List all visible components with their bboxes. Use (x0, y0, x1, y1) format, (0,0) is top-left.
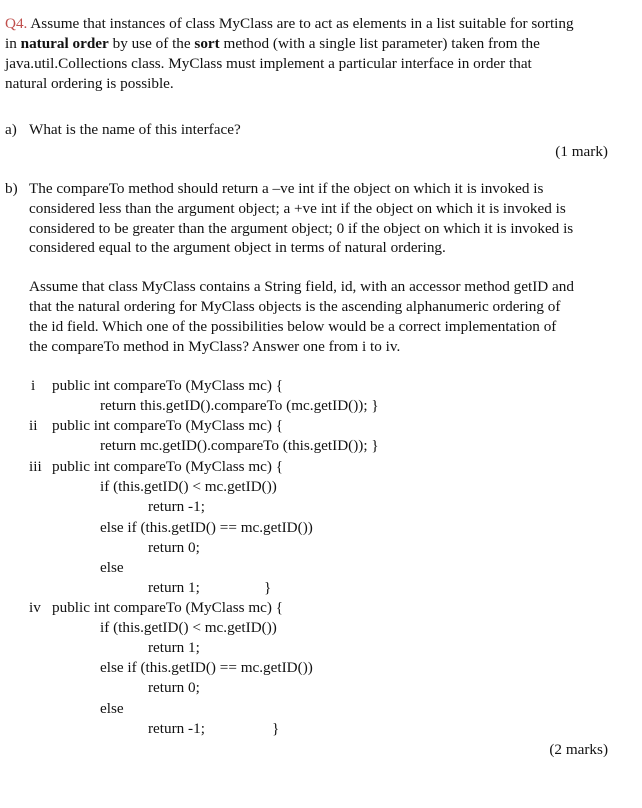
option-numeral: iv (29, 599, 41, 616)
option-close-brace: } (264, 579, 272, 596)
option-return-2: return 0; (148, 539, 200, 556)
option-elseif-line: else if (this.getID() == mc.getID()) (100, 519, 313, 536)
option-body: return this.getID().compareTo (mc.getID()); } (100, 397, 379, 414)
option-if-line: if (this.getID() < mc.getID()) (100, 478, 277, 495)
option-header: public int compareTo (MyClass mc) { (52, 599, 284, 616)
intro-line-4: natural ordering is possible. (5, 75, 174, 92)
option-return-1: return -1; (148, 498, 205, 515)
option-close-brace: } (272, 720, 280, 737)
option-numeral: i (31, 377, 36, 394)
option-header: public int compareTo (MyClass mc) { (52, 458, 284, 475)
option-numeral: iii (29, 458, 42, 475)
option-return-2: return 0; (148, 679, 200, 696)
option-return-1: return 1; (148, 639, 200, 656)
option-header: public int compareTo (MyClass mc) { (52, 377, 284, 394)
option-else-line: else (100, 559, 124, 576)
option-if-line: if (this.getID() < mc.getID()) (100, 619, 277, 636)
option-body: return mc.getID().compareTo (this.getID()); } (100, 437, 379, 454)
option-else-line: else (100, 700, 124, 717)
option-header: public int compareTo (MyClass mc) { (52, 417, 284, 434)
intro-line-3: java.util.Collections class. MyClass must implement a particular interface in order that (5, 55, 532, 72)
part-a-label: a) (5, 121, 17, 138)
part-a-marks: (1 mark) (555, 143, 608, 160)
option-numeral: ii (29, 417, 38, 434)
part-b-label: b) (5, 180, 18, 197)
intro-line-1: Q4. Assume that instances of class MyClass are to act as elements in a list suitable for sorting (5, 15, 574, 32)
natural-order-term: natural order (20, 35, 109, 52)
option-return-3: return -1; (148, 720, 205, 737)
option-return-3: return 1; (148, 579, 200, 596)
part-a-text: What is the name of this interface? (29, 121, 241, 138)
intro-line-2: in natural order by use of the sort method (with a single list parameter) taken from the (5, 35, 540, 52)
question-number: Q4. (5, 15, 28, 32)
part-b-marks: (2 marks) (549, 741, 608, 758)
option-elseif-line: else if (this.getID() == mc.getID()) (100, 659, 313, 676)
sort-term: sort (194, 35, 220, 52)
